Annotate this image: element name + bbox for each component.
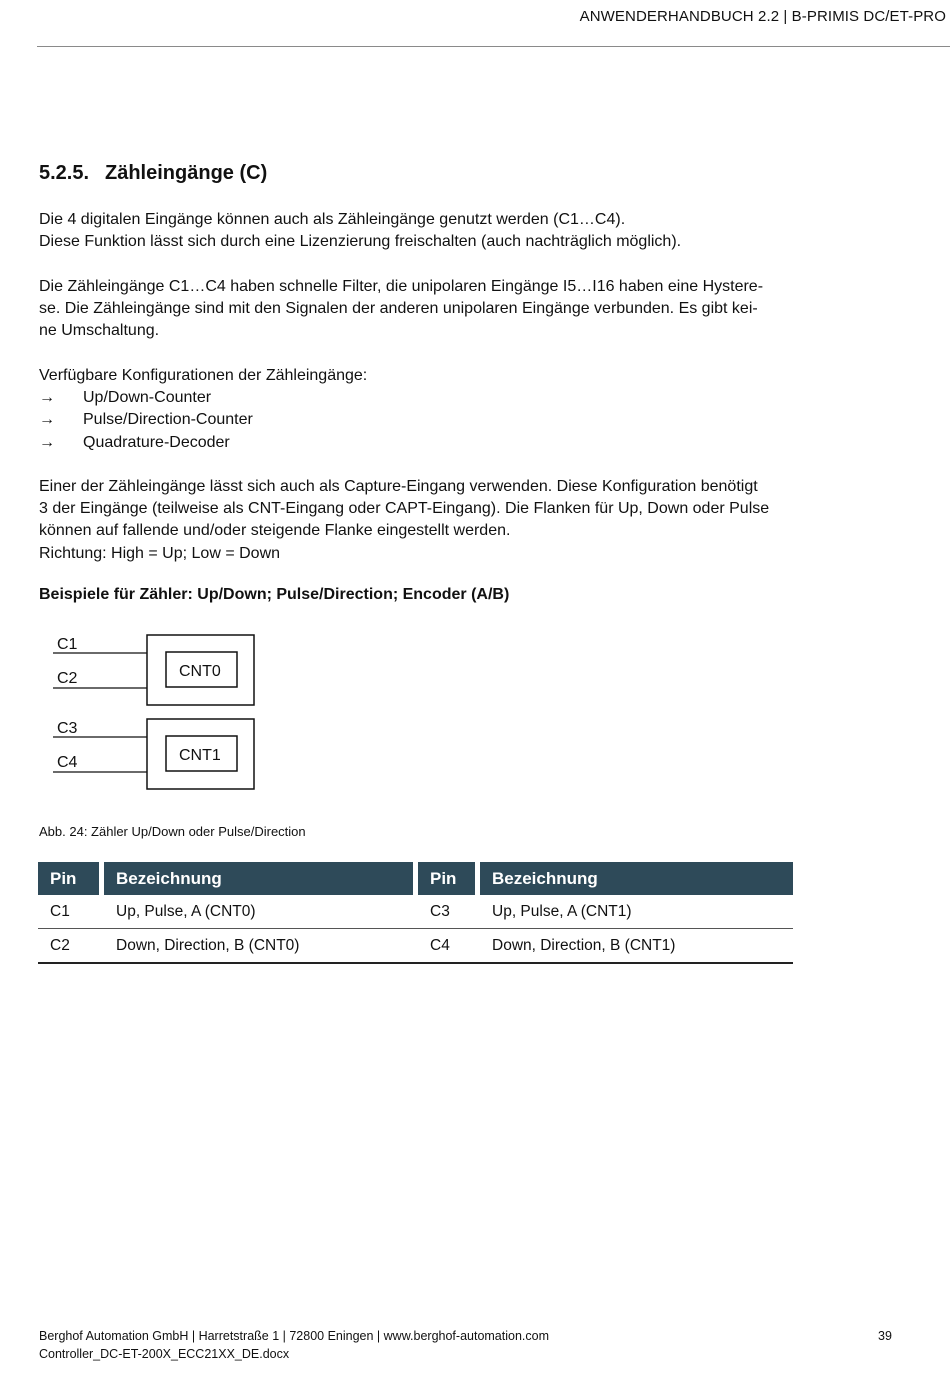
text-line: Die Zähleingänge C1…C4 haben schnelle Filter, die unipolaren Eingänge I5…I16 haben eine Hystere- bbox=[39, 278, 764, 295]
input-label: C1 bbox=[57, 636, 78, 653]
list-item-label: Up/Down-Counter bbox=[83, 389, 212, 407]
counter-diagram bbox=[50, 628, 270, 798]
text-line: Richtung: High = Up; Low = Down bbox=[39, 544, 281, 562]
input-label: C3 bbox=[57, 720, 78, 737]
pin-table bbox=[38, 862, 793, 964]
paragraph-filters bbox=[39, 276, 799, 343]
counter-label: CNT1 bbox=[179, 747, 221, 764]
counter-label: CNT0 bbox=[179, 663, 221, 680]
column-header: Bezeichnung bbox=[480, 862, 793, 895]
table-row bbox=[38, 929, 793, 964]
arrow-right-icon: → bbox=[39, 411, 55, 429]
header-divider bbox=[37, 46, 950, 47]
list-item-label: Quadrature-Decoder bbox=[83, 433, 230, 451]
table-row bbox=[38, 895, 793, 929]
column-header: Pin bbox=[38, 862, 99, 895]
arrow-right-icon: → bbox=[39, 389, 55, 407]
figure-caption: Abb. 24: Zähler Up/Down oder Pulse/Direction bbox=[39, 824, 306, 839]
footer-company: Berghof Automation GmbH | Harretstraße 1 | 72800 Eningen | www.berghof-automation.com bbox=[39, 1329, 550, 1343]
text-line: 3 der Eingänge (teilweise als CNT-Eingang oder CAPT-Eingang). Die Flanken für Up, Down oder Pulse bbox=[39, 500, 770, 518]
table-header-row bbox=[38, 862, 793, 895]
table-cell: C1 bbox=[38, 895, 99, 929]
text-line: können auf fallende und/oder steigende Flanke eingestellt werden. bbox=[39, 522, 511, 540]
footer-filename: Controller_DC-ET-200X_ECC21XX_DE.docx bbox=[39, 1347, 290, 1361]
table-cell: C3 bbox=[418, 895, 475, 929]
running-header: ANWENDERHANDBUCH 2.2 | B-PRIMIS DC/ET-PRO bbox=[579, 8, 946, 25]
text-line: Einer der Zähleingänge lässt sich auch als Capture-Eingang verwenden. Diese Konfiguration benötigt bbox=[39, 478, 758, 495]
counter-block-cnt1 bbox=[53, 719, 254, 789]
text-line: Die 4 digitalen Eingänge können auch als Zähleingänge genutzt werden (C1…C4). bbox=[39, 211, 626, 228]
text-line: se. Die Zähleingänge sind mit den Signalen der anderen unipolaren Eingänge verbunden. Es gibt kei- bbox=[39, 300, 758, 318]
table-cell: C2 bbox=[38, 929, 99, 964]
section-number: 5.2.5. bbox=[39, 162, 90, 184]
config-intro bbox=[39, 365, 367, 387]
config-intro-text: Verfügbare Konfigurationen der Zähleingänge: bbox=[39, 367, 368, 384]
column-header: Bezeichnung bbox=[104, 862, 413, 895]
arrow-right-icon: → bbox=[39, 433, 55, 451]
page-number: 39 bbox=[878, 1329, 892, 1343]
input-label: C2 bbox=[57, 670, 78, 687]
list-item-label: Pulse/Direction-Counter bbox=[83, 411, 253, 429]
paragraph-capture bbox=[39, 476, 799, 565]
section-heading bbox=[39, 162, 267, 185]
table-cell: Up, Pulse, A (CNT1) bbox=[480, 895, 793, 929]
list-item bbox=[39, 409, 367, 431]
config-list bbox=[39, 365, 367, 454]
section-title: Zähleingänge (C) bbox=[105, 162, 268, 184]
column-header: Pin bbox=[418, 862, 475, 895]
paragraph-intro bbox=[39, 209, 799, 253]
input-label: C4 bbox=[57, 754, 78, 771]
text-line: Diese Funktion lässt sich durch eine Lizenzierung freischalten (auch nachträglich möglich). bbox=[39, 233, 682, 251]
table-cell: C4 bbox=[418, 929, 475, 964]
list-item bbox=[39, 432, 367, 454]
counter-block-cnt0 bbox=[53, 635, 254, 705]
table-cell: Down, Direction, B (CNT1) bbox=[480, 929, 793, 964]
table-cell: Up, Pulse, A (CNT0) bbox=[104, 895, 413, 929]
table-cell: Down, Direction, B (CNT0) bbox=[104, 929, 413, 964]
text-line: ne Umschaltung. bbox=[39, 322, 160, 340]
examples-heading: Beispiele für Zähler: Up/Down; Pulse/Direction; Encoder (A/B) bbox=[39, 586, 510, 603]
list-item bbox=[39, 387, 367, 409]
